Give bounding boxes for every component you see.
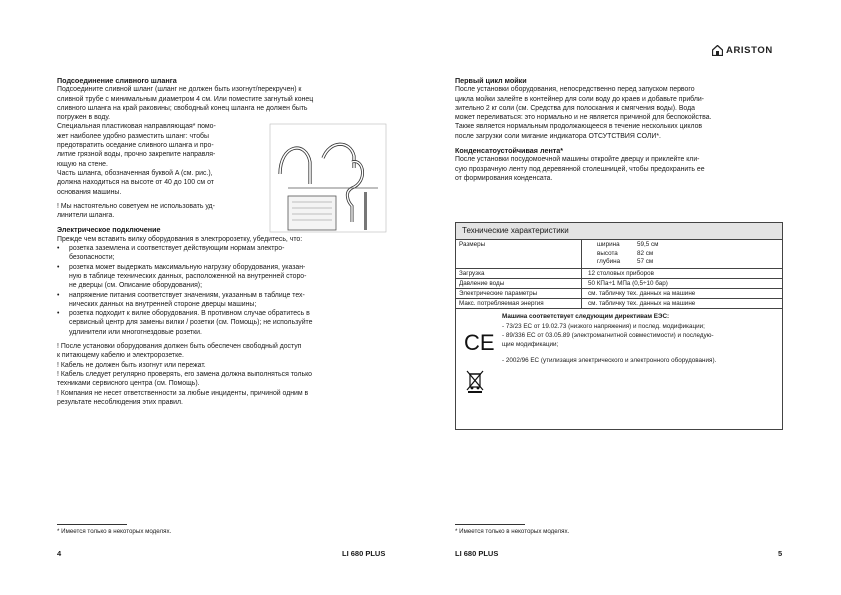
list-item: • розетка подходит к вилке оборудования. В противном случае обратитесь в сервисный центр для замены вилки / розетки (см. Помощь); не используйте удлинители или многогнездовые розетки. [57,309,387,337]
brand-name: ARISTON [726,45,773,56]
dimensions-label: Размеры [456,240,582,268]
footnote: * Имеется только в некоторых моделях. [57,528,172,535]
ce-mark-icon [464,331,496,353]
compliance-text: Машина соответствует следующим директивам ЕЭС: - 73/23 ЕС от 19.02.73 (низкого напряжения) и послед. модификации; - 89/336 ЕС от 03.05.89 (электромагнитной совместимости) и последую- щие модификации; - 2002/96 ЕС (утилизация электрического и электронного оборудования). [502,312,717,365]
list-item: • розетка заземлена и соответствует действующим нормам электро- безопасности; [57,244,387,263]
drain-hose-text: Подсоедините сливной шланг (шланг не должен быть изогнут/перекручен) к сливной трубе с минимальным диаметром 4 см. Или поместите загнутый конец сливного шланга на край раковины; свободный конец шланга не должен быть погружен в воду. [57,86,314,122]
condensation-tape-text: После установки посудомоечной машины откройте дверцу и приклейте кли- сую прозрачную ленту под деревянной столешницей, чтобы предохранить ее от формирования конденсата. [455,156,705,182]
table-row: Макс. потребляемая энергия см. табличку тех. данных на машине [456,299,782,309]
table-row: Давление воды 50 КПа÷1 МПа (0,5÷10 бар) [456,279,782,289]
house-icon [712,45,723,56]
footnote-rule [455,524,525,525]
model-name: LI 680 PLUS [455,549,499,558]
electrical-note: ! После установки оборудования должен быть обеспечен свободный доступ к питающему кабелю и электророзетке. [57,343,302,360]
model-name: LI 680 PLUS [342,549,386,558]
electrical-intro: Прежде чем вставить вилку оборудования в электророзетку, убедитесь, что: [57,235,303,243]
compliance-section [456,309,782,404]
electrical-note: ! Кабель не должен быть изогнут или пережат. [57,361,206,369]
page-number: 5 [778,549,783,558]
drain-hose-illustration [268,122,388,234]
list-item: • розетка может выдержать максимальную нагрузку оборудования, указан- ную в таблице технических данных, расположенной на внутренней сторо- не дверцы (см. Описание оборудования); [57,263,387,291]
list-item: • напряжение питания соответствует значениям, указанным в таблице тех- нических данных на внутренней стороне дверцы машины; [57,291,387,310]
electrical-heading: Электрическое подключение [57,225,161,235]
brand-logo [712,45,773,56]
svg-text:CE: CE [464,330,495,353]
page-number: 4 [57,549,62,558]
table-row: Загрузка 12 столовых приборов [456,269,782,279]
first-cycle-heading: Первый цикл мойки [455,76,527,85]
condensation-tape-heading: Конденсатоустойчивая лента* [455,146,564,156]
right-page-content [455,76,785,183]
footnote-rule [57,524,127,525]
footnote: * Имеется только в некоторых моделях. [455,528,570,535]
electrical-note: ! Компания не несет ответственности за любые инциденты, причиной одним в результате несоблюдения этих правил. [57,389,309,406]
weee-bin-icon [466,369,484,393]
table-row: Электрические параметры см. табличку тех. данных на машине [456,289,782,299]
first-cycle-text: После установки оборудования, непосредственно перед запуском первого цикла мойки залейте в контейнер для соли воду до краев и добавьте прибли- зительно 2 кг соли (см. Средства для полоскания и смягчения воды). Вода может переливаться: это нормально и не является причиной для беспокойства. Также является нормальным продолжающееся в течение нескольких циклов после загрузки соли мигание индикатора ОТСУТСТВИЯ СОЛИ*. [455,86,712,140]
electrical-note: ! Кабель следует регулярно проверять, его замена должна выполняться только техниками сервисного центра (см. Помощь). [57,370,313,388]
table-row [456,240,782,269]
dimensions-values: ширина 59,5 см высота 82 см глубина 57 см [597,241,659,266]
hose-extension-note: ! Мы настоятельно советуем не использовать уд- [57,202,215,210]
tech-specs-title: Технические характеристики [456,223,782,240]
hose-guide-text: Специальная пластиковая направляющая* помо- жет наиболее удобно разместить шланг: чтобы предотвратить оседание сливного шланга и про- литие грязной воды, прочно закрепите направля- ющую на стене. Часть шланга, обозначенная буквой A (см. рис.), должна находиться на высоте от 40 до 100 см от основания машины. ! Мы настоятельно советуем не использовать уд- линители шланга. [57,122,257,220]
drain-hose-heading: Подсоединение сливного шланга [57,76,177,85]
tech-specs-table [455,222,783,430]
